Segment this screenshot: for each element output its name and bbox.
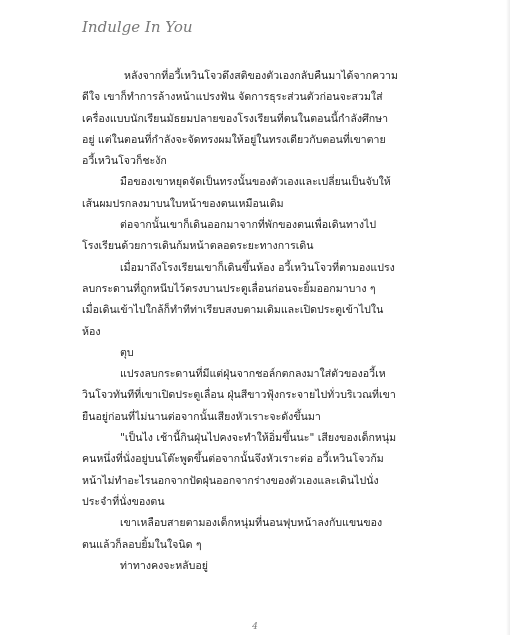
- text-line: วินโจวทันทีที่เขาเปิดประตูเลื่อน ฝุ่นสีขาวฟุ้งกระจายไปทั่วบริเวณที่เขา: [82, 389, 396, 402]
- text-line: ลบกระดานที่ถูกหนีบไว้ตรงบานประตูเลื่อนก่อนจะยิ้มออกมาบาง ๆ: [82, 282, 376, 295]
- text-line: ประจำที่นั่งของตน: [82, 495, 165, 508]
- text-line: เครื่องแบบนักเรียนมัธยมปลายของโรงเรียนที่ตนในตอนนี้กำลังศึกษา: [82, 112, 389, 125]
- text-line: เส้นผมปรกลงมาบนใบหน้าของตนเหมือนเดิม: [82, 197, 284, 210]
- text-line: แปรงลบกระดานที่มีแต่ฝุ่นจากชอล์กตกลงมาใส่ตัวของอวี้เห: [120, 368, 386, 381]
- text-line: ยืนอยู่ก่อนที่ไม่นานต่อจากนั้นเสียงหัวเราะจะดังขึ้นมา: [82, 410, 321, 423]
- running-header-title: Indulge In You: [82, 18, 193, 36]
- text-line: หน้าไม่ทำอะไรนอกจากปัดฝุ่นออกจากร่างของตัวเองและเดินไปนั่ง: [82, 474, 379, 487]
- text-line: หลังจากที่อวี้เหวินโจวดึงสติของตัวเองกลับคืนมาได้จากความ: [124, 70, 398, 82]
- text-line: ดีใจ เขาก็ทำการล้างหน้าแปรงฟัน จัดการธุระส่วนตัวก่อนจะสวมใส่: [82, 91, 383, 104]
- page-number: 4: [252, 622, 258, 632]
- body-text: [82, 66, 452, 577]
- text-line: ท่าทางคงจะหลับอยู่: [120, 559, 208, 572]
- text-line: คนหนึ่งที่นั่งอยู่บนโต๊ะพูดขึ้นต่อจากนั้นจึงหัวเราะต่อ อวี้เหวินโจวก้ม: [82, 453, 384, 466]
- text-line: มือของเขาหยุดจัดเป็นทรงนั้นของตัวเองและเปลี่ยนเป็นจับให้: [120, 176, 391, 189]
- text-line: ตนแล้วก็ลอบยิ้มในใจนิด ๆ: [82, 538, 202, 551]
- text-line: อยู่ แต่ในตอนที่กำลังจะจัดทรงผมให้อยู่ในทรงเดียวกับตอนที่เขาตาย: [82, 133, 386, 146]
- text-line: "เป็นไง เช้านี้กินฝุ่นไปคงจะทำให้อิ่มขึ้นนะ" เสียงของเด็กหนุ่ม: [120, 432, 397, 445]
- page-edge-shadow: [506, 0, 510, 635]
- text-line: เขาเหลือบสายตามองเด็กหนุ่มที่นอนฟุบหน้าลงกับแขนของ: [120, 517, 383, 530]
- text-line: อวี้เหวินโจวก็ชะงัก: [82, 155, 167, 168]
- text-line: เมื่อมาถึงโรงเรียนเขาก็เดินขึ้นห้อง อวี้เหวินโจวที่ตามองแปรง: [120, 261, 395, 274]
- text-line: ต่อจากนั้นเขาก็เดินออกมาจากที่พักของตนเพื่อเดินทางไป: [120, 219, 377, 232]
- text-line: เมื่อเดินเข้าไปใกล้ก็ทำทีท่าเรียบสงบตามเดิมและเปิดประตูเข้าไปใน: [82, 304, 384, 317]
- text-line: โรงเรียนด้วยการเดินก้มหน้าตลอดระยะทางการเดิน: [82, 240, 314, 253]
- text-line: ห้อง: [82, 325, 101, 338]
- text-line: ตุบ: [120, 346, 134, 359]
